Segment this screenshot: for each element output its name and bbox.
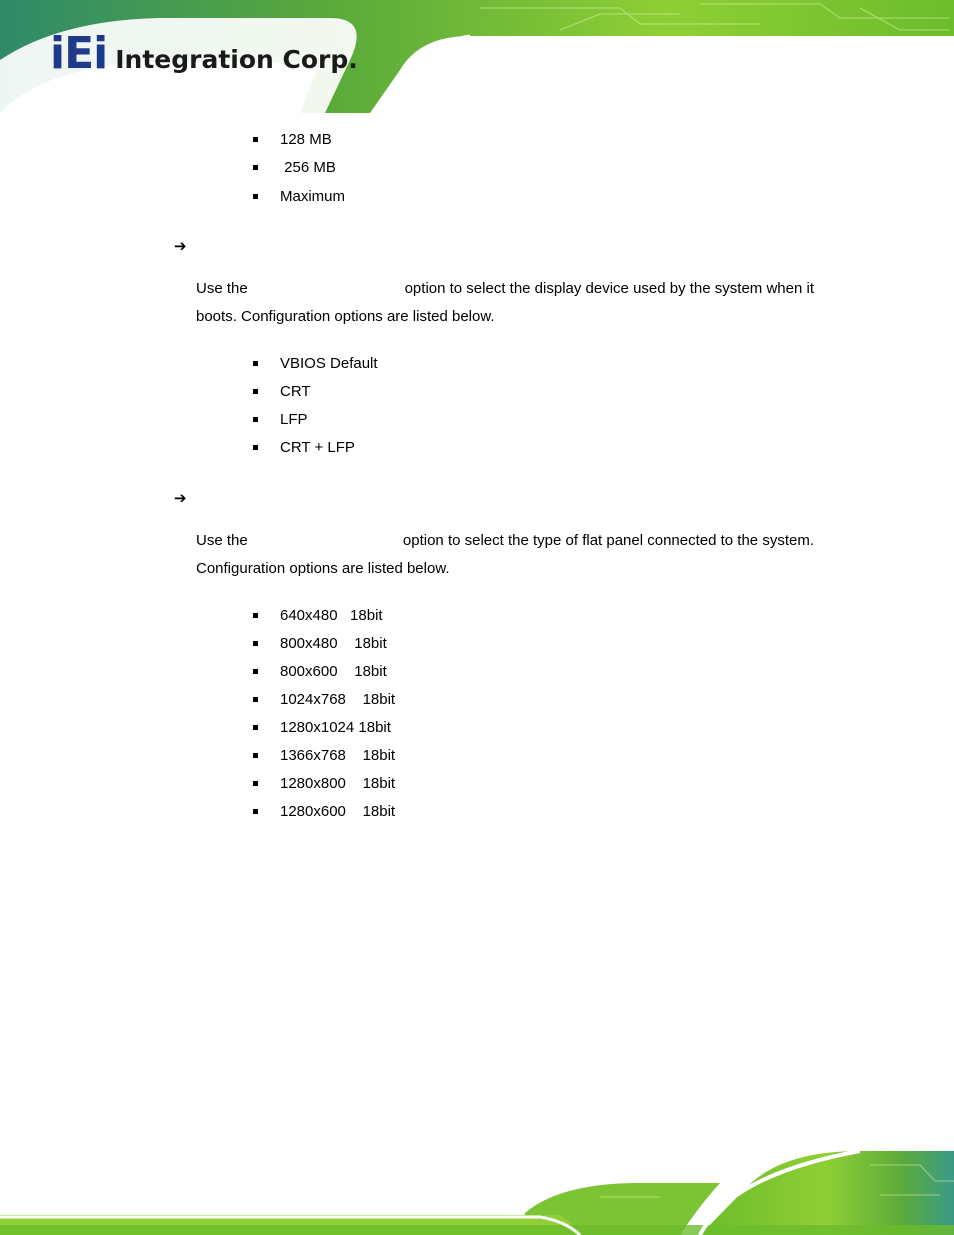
logo-text: Integration Corp. <box>115 45 358 74</box>
list-item: LFP <box>280 411 308 428</box>
list-item: 640x480 18bit <box>280 607 383 624</box>
paragraph-panel-type <box>196 527 814 583</box>
list-item: 800x600 18bit <box>280 663 387 680</box>
arrow-icon: ➔ <box>174 489 187 507</box>
list-item: VBIOS Default <box>280 355 378 372</box>
list-item: 1280x800 18bit <box>280 775 396 792</box>
para-end: option to select the type of flat panel connected to the system. <box>402 532 814 549</box>
para-start: Use the <box>196 280 248 297</box>
list-item: 1024x768 18bit <box>280 691 396 708</box>
logo-mark: iEi <box>50 28 108 79</box>
company-logo <box>50 28 358 79</box>
list-item: Maximum <box>280 188 346 205</box>
arrow-icon: ➔ <box>174 237 187 255</box>
list-item: CRT <box>280 383 311 400</box>
para-end: option to select the display device used by the system when it <box>404 280 814 297</box>
list-item: CRT + LFP <box>280 439 355 456</box>
footer-banner-graphic <box>0 1125 954 1235</box>
list-item: 1280x1024 18bit <box>280 719 391 736</box>
page-header <box>0 0 954 113</box>
page-footer <box>0 1125 954 1235</box>
para-start: Use the <box>196 532 248 549</box>
list-item: 1366x768 18bit <box>280 747 396 764</box>
list-item: 128 MB <box>280 131 332 148</box>
list-item: 800x480 18bit <box>280 635 387 652</box>
para-line2: boots. Configuration options are listed below. <box>196 308 495 325</box>
para-line2: Configuration options are listed below. <box>196 560 450 577</box>
paragraph-boot-display <box>196 275 814 331</box>
list-item: 1280x600 18bit <box>280 803 396 820</box>
list-item: 256 MB <box>280 159 336 176</box>
